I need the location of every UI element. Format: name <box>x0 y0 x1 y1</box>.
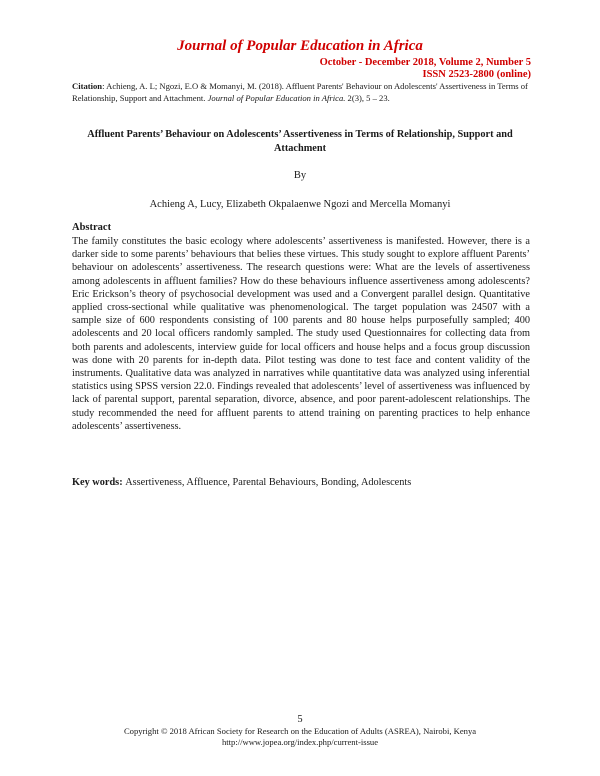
keywords-text: Assertiveness, Affluence, Parental Behaviours, Bonding, Adolescents <box>125 477 412 488</box>
article-title: Affluent Parents’ Behaviour on Adolescents’ Assertiveness in Terms of Relationship, Support and Attachment <box>87 129 513 154</box>
byline: By <box>293 170 307 181</box>
journal-url[interactable]: http://www.jopea.org/index.php/current-issue <box>221 737 379 747</box>
citation-label: Citation <box>72 81 103 91</box>
page-number: 5 <box>297 714 303 725</box>
copyright-notice: Copyright © 2018 African Society for Research on the Education of Adults (ASREA), Nairobi, Kenya <box>123 726 477 736</box>
abstract-heading: Abstract <box>72 222 112 233</box>
journal-title: Journal of Popular Education in Africa <box>177 38 423 54</box>
citation <box>72 81 532 104</box>
citation-ref: 2(3), 5 – 23. <box>345 92 390 103</box>
abstract-body: The family constitutes the basic ecology where adolescents’ assertiveness is manifested. However, there is a darker side to some parents’ behaviours that belies these virtues. This study sought to explore affluent Parents’ behaviour on adolescents’ assertiveness. The research questions were: What are the levels of assertiveness among adolescents in affluent families? How do these behaviours influence assertiveness among adolescents? Eric Erickson’s theory of psychosocial development was used and a Convergent parallel design. Quantitative applied cross-sectional while qualitative was phenomenological. The target population was 24507 with a sample size of 600 respondents consisting of 100 parents and 80 house helps purposefully sampled; 400 adolescents and 20 local officers randomly sampled. The study used Questionnaires for collecting data from both parents and adolescents, interview guide for local officers and house helps and a focus group discussion was done with 20 parents for in-depth data. Pilot testing was done to test face and content validity of the instruments. Qualitative data was analyzed in narratives while quantitative data was analyzed using inferential statistics using SPSS version 22.0. Findings revealed that adolescents’ level of assertiveness was influenced by lack of parental support, parental separation, divorce, absence, and poor parent-adolescent relationships. The study recommended the need for affluent parents to attend training on parenting practices to help enhance adolescents’ assertiveness. <box>72 236 530 432</box>
citation-journal: Journal of Popular Education in Africa. <box>207 92 346 103</box>
issue-details: October - December 2018, Volume 2, Number 5 <box>319 57 531 68</box>
authors: Achieng A, Lucy, Elizabeth Okpalaenwe Ngozi and Mercella Momanyi <box>149 199 451 210</box>
keywords-label: Key words: <box>72 477 126 488</box>
issue-info <box>320 57 531 81</box>
citation-text: : Achieng, A. L; Ngozi, E.O & Momanyi, M. (2018). Affluent Parents' Behaviour on Adolescents' Assertiveness in Terms of Relationship, Support and Attachment. <box>72 81 528 103</box>
keywords <box>72 477 532 488</box>
issn: ISSN 2523-2800 (online) <box>422 69 531 80</box>
